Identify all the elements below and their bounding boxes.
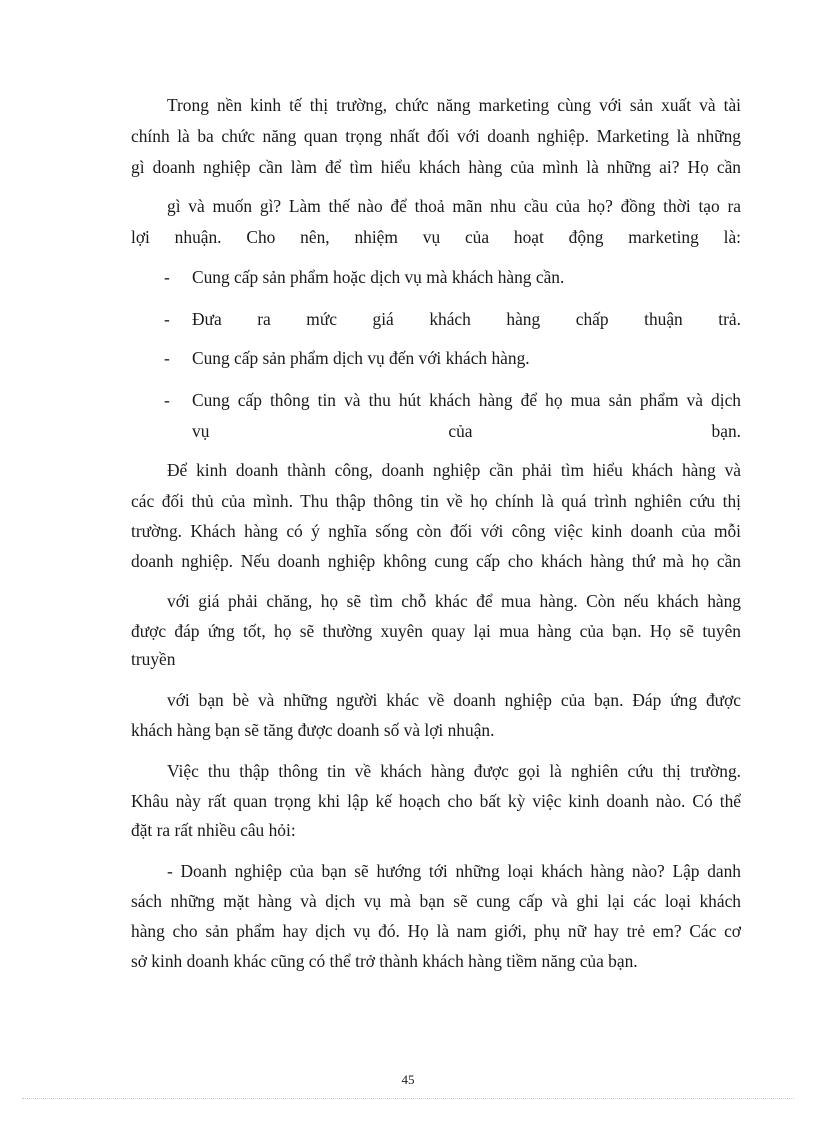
bullet-dash-2: - [164,309,170,329]
paragraph-1-line-2: chính là ba chức năng quan trọng nhất đối với doanh nghiệp. Marketing là những [131,126,741,146]
bullet-2-text: Đưa ra mức giá khách hàng chấp thuận trả. [192,309,741,329]
paragraph-6-line-2: Khâu này rất quan trọng khi lập kế hoạch cho bất kỳ việc kinh doanh nào. Có thể [131,791,741,811]
paragraph-3-line-4: doanh nghiệp. Nếu doanh nghiệp không cung cấp cho khách hàng thứ mà họ cần [131,551,741,571]
paragraph-4-line-2: được đáp ứng tốt, họ sẽ thường xuyên quay lại mua hàng của bạn. Họ sẽ tuyên [131,621,741,641]
paragraph-4-line-1: với giá phải chăng, họ sẽ tìm chỗ khác để mua hàng. Còn nếu khách hàng [167,591,741,611]
bullet-4-text-line-1: Cung cấp thông tin và thu hút khách hàng để họ mua sản phẩm và dịch [192,390,741,410]
paragraph-7-line-2: sách những mặt hàng và dịch vụ mà bạn sẽ cung cấp và ghi lại các loại khách [131,891,741,911]
paragraph-1-line-3: gì doanh nghiệp cần làm để tìm hiểu khách hàng của mình là những ai? Họ cần [131,157,741,177]
bullet-4-text-line-2: vụ của bạn. [192,421,741,441]
page-number: 45 [401,1072,415,1087]
paragraph-4-line-3: truyền [131,649,176,669]
bullet-dash-4: - [164,390,170,410]
paragraph-2-line-2: lợi nhuận. Cho nên, nhiệm vụ của hoạt động marketing là: [131,227,741,247]
paragraph-7-line-4: sở kinh doanh khác cũng có thể trở thành khách hàng tiềm năng của bạn. [131,951,638,971]
paragraph-5-line-2: khách hàng bạn sẽ tăng được doanh số và lợi nhuận. [131,720,495,740]
bullet-1-text: Cung cấp sản phẩm hoặc dịch vụ mà khách hàng cần. [192,267,565,287]
paragraph-6-line-1: Việc thu thập thông tin về khách hàng được gọi là nghiên cứu thị trường. [167,761,741,781]
paragraph-7-line-3: hàng cho sản phẩm hay dịch vụ đó. Họ là nam giới, phụ nữ hay trẻ em? Các cơ [131,921,741,941]
footer-divider [22,1098,794,1099]
bullet-dash-1: - [164,267,170,287]
paragraph-3-line-2: các đối thủ của mình. Thu thập thông tin về họ chính là quá trình nghiên cứu thị [131,491,741,511]
bullet-3-text: Cung cấp sản phẩm dịch vụ đến với khách hàng. [192,348,530,368]
paragraph-7-line-1: - Doanh nghiệp của bạn sẽ hướng tới những loại khách hàng nào? Lập danh [167,861,741,881]
paragraph-5-line-1: với bạn bè và những người khác về doanh nghiệp của bạn. Đáp ứng được [167,690,741,710]
paragraph-3-line-3: trường. Khách hàng có ý nghĩa sống còn đối với công việc kinh doanh của mỗi [131,521,741,541]
paragraph-2-line-1: gì và muốn gì? Làm thế nào để thoả mãn nhu cầu của họ? đồng thời tạo ra [167,196,741,216]
bullet-dash-3: - [164,348,170,368]
paragraph-3-line-1: Để kinh doanh thành công, doanh nghiệp cần phải tìm hiểu khách hàng và [167,460,741,480]
paragraph-6-line-3: đặt ra rất nhiều câu hỏi: [131,820,296,840]
paragraph-1-line-1: Trong nền kinh tế thị trường, chức năng marketing cùng với sản xuất và tài [167,95,741,115]
